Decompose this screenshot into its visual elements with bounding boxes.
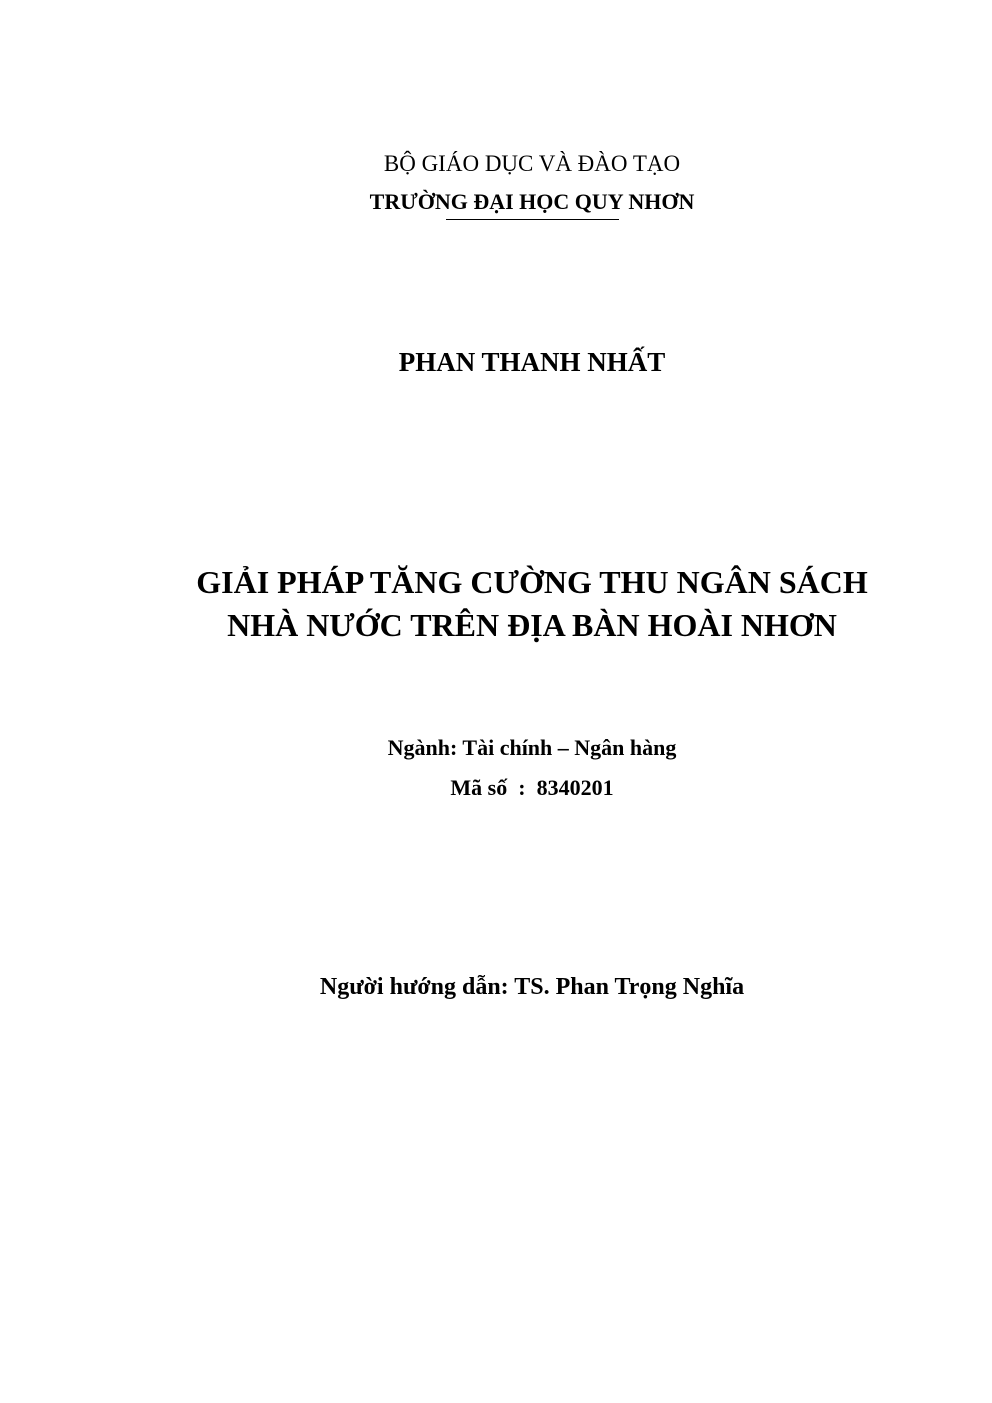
program-code: Mã số : 8340201	[450, 775, 614, 800]
ministry-name: BỘ GIÁO DỤC VÀ ĐÀO TẠO	[383, 151, 681, 176]
major-label: Ngành: Tài chính – Ngân hàng	[387, 735, 677, 760]
advisor-label: Người hướng dẫn: TS. Phan Trọng Nghĩa	[319, 974, 745, 1000]
author-name: PHAN THANH NHẤT	[398, 347, 666, 377]
university-name: TRƯỜNG ĐẠI HỌC QUY NHƠN	[369, 189, 695, 214]
thesis-title-line-2: NHÀ NƯỚC TRÊN ĐỊA BÀN HOÀI NHƠN	[227, 607, 837, 643]
header-underline	[446, 219, 619, 220]
thesis-title-line-1: GIẢI PHÁP TĂNG CƯỜNG THU NGÂN SÁCH	[196, 564, 868, 600]
